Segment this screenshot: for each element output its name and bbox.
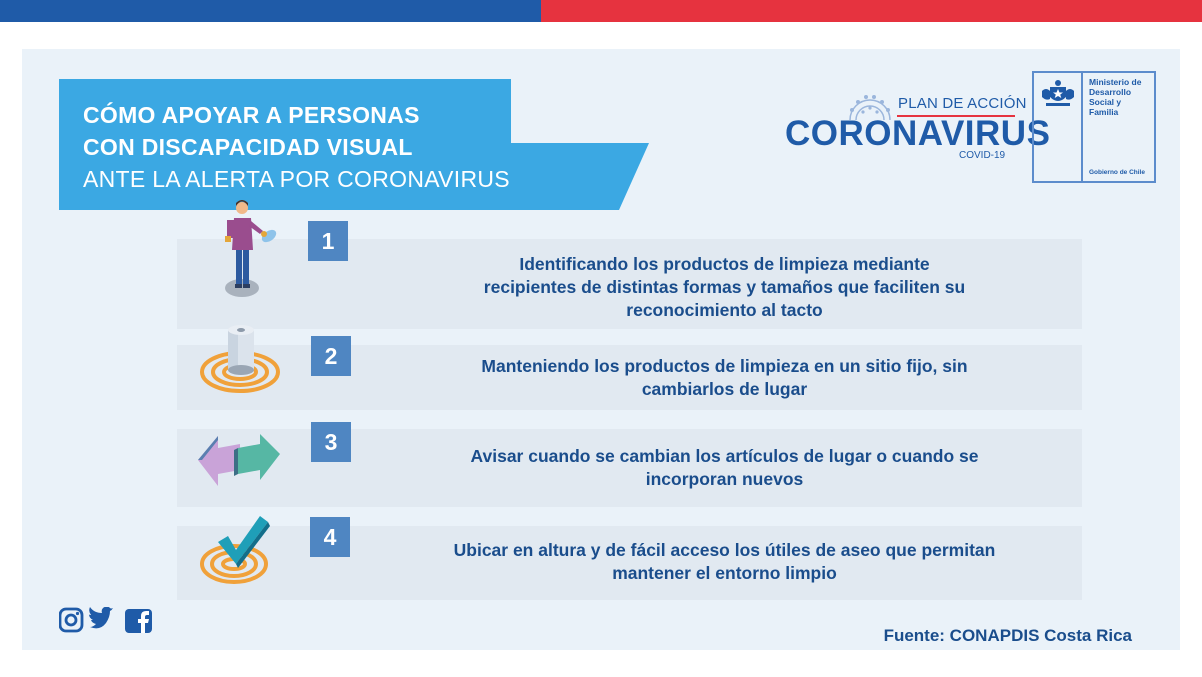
top-bar-red — [541, 0, 1202, 22]
item-text — [367, 253, 1082, 322]
logo-coronavirus-text: CORONAVIRUS — [785, 114, 1051, 153]
ministry-logo — [1032, 71, 1156, 183]
logo-covid-text: COVID-19 — [959, 150, 1006, 161]
item-1-number: 1 — [308, 221, 348, 261]
social-icons — [59, 607, 159, 635]
item-4-line-2: mantener el entorno limpio — [612, 563, 837, 583]
item-4-line-1: Ubicar en altura y de fácil acceso los útiles de aseo que permitan — [453, 540, 996, 560]
title-banner — [59, 79, 649, 210]
instagram-icon[interactable] — [60, 609, 82, 631]
facebook-icon[interactable] — [125, 609, 152, 633]
checkmark-target-icon — [198, 512, 278, 586]
ministry-line-3: Social y — [1089, 97, 1122, 107]
item-3-number: 3 — [311, 422, 351, 462]
item-2-line-1: Manteniendo los productos de limpieza en un sitio fijo, sin — [481, 356, 968, 376]
item-1-line-3: reconocimiento al tacto — [626, 300, 823, 320]
twitter-icon[interactable] — [89, 607, 113, 628]
social-icons-svg — [59, 607, 159, 635]
source-credit: Fuente: CONAPDIS Costa Rica — [883, 626, 1132, 645]
item-text — [367, 539, 1082, 585]
title-line-2: CON DISCAPACIDAD VISUAL — [83, 134, 413, 160]
plan-de-accion-logo — [783, 88, 1051, 168]
top-color-bar — [0, 0, 1202, 22]
top-bar-blue — [0, 0, 541, 22]
title-text — [83, 99, 510, 195]
item-3-line-1: Avisar cuando se cambian los artículos de lugar o cuando se — [470, 446, 979, 466]
title-line-3: ANTE LA ALERTA POR CORONAVIRUS — [83, 166, 510, 192]
gobierno-de-chile: Gobierno de Chile — [1089, 169, 1145, 176]
coat-of-arms-icon — [1040, 79, 1076, 109]
title-line-1: CÓMO APOYAR A PERSONAS — [83, 102, 420, 128]
item-3-line-2: incorporan nuevos — [645, 469, 804, 489]
item-1-line-1: Identificando los productos de limpieza mediante — [519, 254, 930, 274]
ministry-line-2: Desarrollo — [1089, 87, 1132, 97]
logo-plan-text: PLAN DE ACCIÓN — [898, 95, 1027, 112]
ministry-line-1: Ministerio de — [1089, 77, 1142, 87]
item-text — [367, 355, 1082, 401]
paper-roll-icon — [198, 318, 282, 398]
item-text — [367, 445, 1082, 491]
item-2-number: 2 — [311, 336, 351, 376]
ministry-name — [1089, 77, 1141, 117]
person-cleaning-icon — [212, 196, 282, 300]
arrows-icon — [194, 430, 284, 490]
item-2-line-2: cambiarlos de lugar — [641, 379, 808, 399]
item-4-number: 4 — [310, 517, 350, 557]
ministry-line-4: Familia — [1089, 107, 1119, 117]
item-1-line-2: recipientes de distintas formas y tamaños que faciliten su — [483, 277, 966, 297]
ministry-divider — [1081, 73, 1083, 181]
